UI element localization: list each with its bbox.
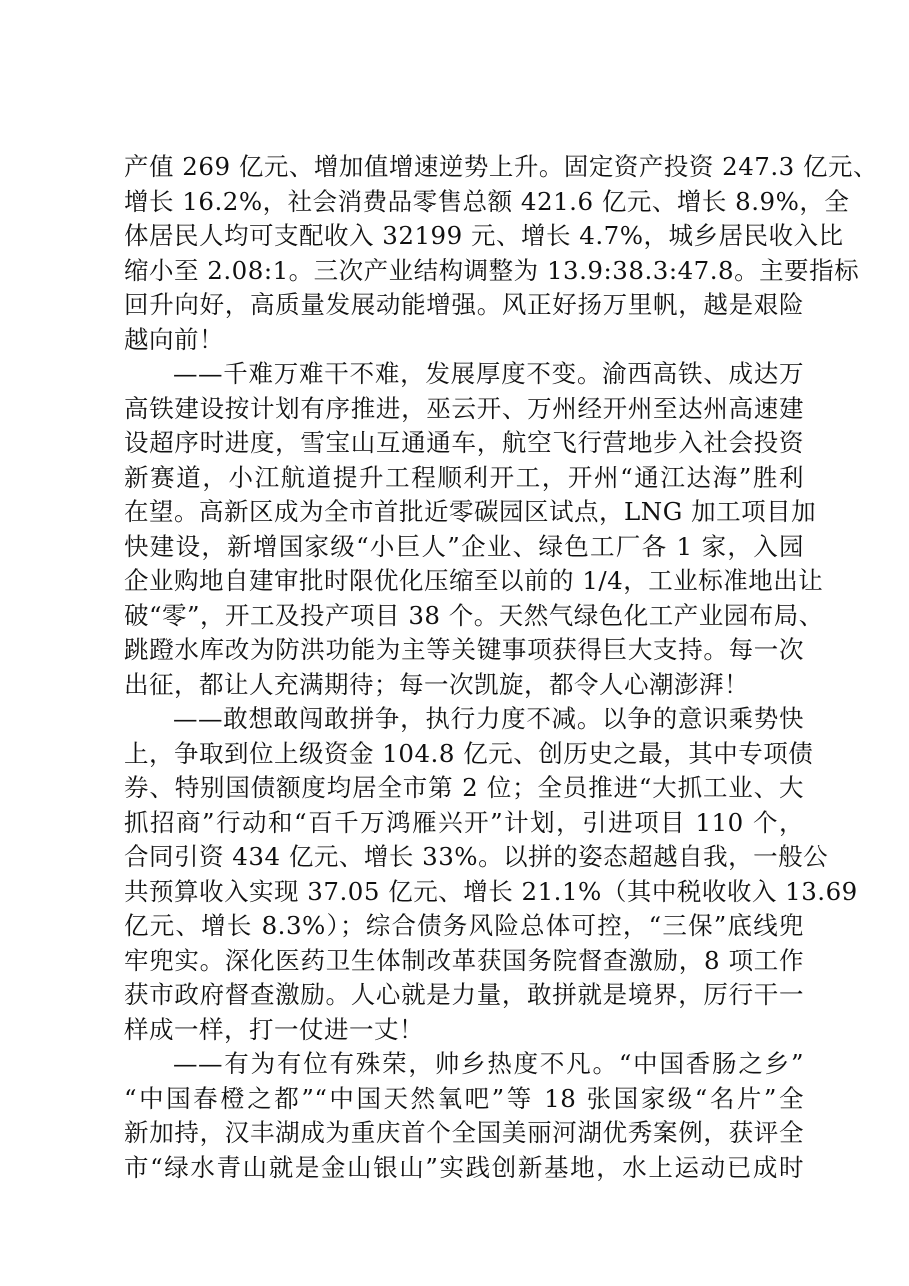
text-line: 获市政府督查激励。人心就是力量，敢拼就是境界，厉行干一	[124, 980, 804, 1009]
text-line: 快建设，新增国家级“小巨人”企业、绿色工厂各 1 家，入园	[124, 531, 804, 561]
text-line: “中国春橙之都”“中国天然氧吧”等 18 张国家级“名片”全	[124, 1083, 804, 1113]
text-line: 出征，都让人充满期待；每一次凯旋，都令人心潮澎湃！	[124, 669, 749, 699]
paragraph-start-line: ——敢想敢闯敢拼争，执行力度不减。以争的意识乘势快	[173, 704, 804, 733]
text-line: 高铁建设按计划有序推进，巫云开、万州经开州至达州高速建	[124, 393, 804, 423]
text-line: 跳蹬水库改为防洪功能为主等关键事项获得巨大支持。每一次	[124, 635, 804, 664]
text-line: 共预算收入实现 37.05 亿元、增长 21.1%（其中税收收入 13.69	[124, 876, 858, 906]
paragraph-start-line: ——千难万难干不难，发展厚度不变。渝西高铁、成达万	[173, 359, 804, 388]
text-line: 券、特别国债额度均居全市第 2 位；全员推进“大抓工业、大	[124, 773, 804, 802]
text-line: 上，争取到位上级资金 104.8 亿元、创历史之最，其中专项债	[124, 738, 814, 768]
body-text	[124, 150, 879, 1185]
text-line: 企业购地自建审批时限优化压缩至以前的 1/4，工业标准地出让	[124, 566, 824, 595]
text-line: 样成一样，打一仗进一丈！	[124, 1014, 424, 1044]
text-line: 在望。高新区成为全市首批近零碳园区试点，LNG 加工项目加	[124, 497, 817, 526]
text-line: 产值 269 亿元、增加值增速逆势上升。固定资产投资 247.3 亿元、	[124, 152, 879, 181]
text-line: 回升向好，高质量发展动能增强。风正好扬万里帆，越是艰险	[124, 290, 804, 319]
text-line: 越向前！	[124, 324, 224, 354]
text-line: 市“绿水青山就是金山银山”实践创新基地，水上运动已成时	[124, 1152, 804, 1182]
text-line: 亿元、增长 8.3%）；综合债务风险总体可控，“三保”底线兜	[124, 911, 804, 940]
text-line: 新加持，汉丰湖成为重庆首个全国美丽河湖优秀案例，获评全	[124, 1118, 804, 1147]
paragraph-start-line: ——有为有位有殊荣，帅乡热度不凡。“中国香肠之乡”	[173, 1049, 804, 1078]
text-line: 牢兜实。深化医药卫生体制改革获国务院督查激励，8 项工作	[124, 945, 804, 975]
text-line: 破“零”，开工及投产项目 38 个。天然气绿色化工产业园布局、	[124, 600, 824, 630]
text-line: 增长 16.2%，社会消费品零售总额 421.6 亿元、增长 8.9%，全	[124, 186, 850, 216]
text-line: 缩小至 2.08:1。三次产业结构调整为 13.9:38.3:47.8。主要指标	[124, 255, 860, 285]
text-line: 体居民人均可支配收入 32199 元、增长 4.7%，城乡居民收入比	[124, 221, 844, 250]
text-line: 抓招商”行动和“百千万鸿雁兴开”计划，引进项目 110 个，	[124, 807, 804, 837]
text-line: 新赛道，小江航道提升工程顺利开工，开州“通江达海”胜利	[124, 462, 804, 492]
text-line: 合同引资 434 亿元、增长 33%。以拼的姿态超越自我，一般公	[124, 842, 829, 871]
text-line: 设超序时进度，雪宝山互通通车，航空飞行营地步入社会投资	[124, 428, 804, 457]
